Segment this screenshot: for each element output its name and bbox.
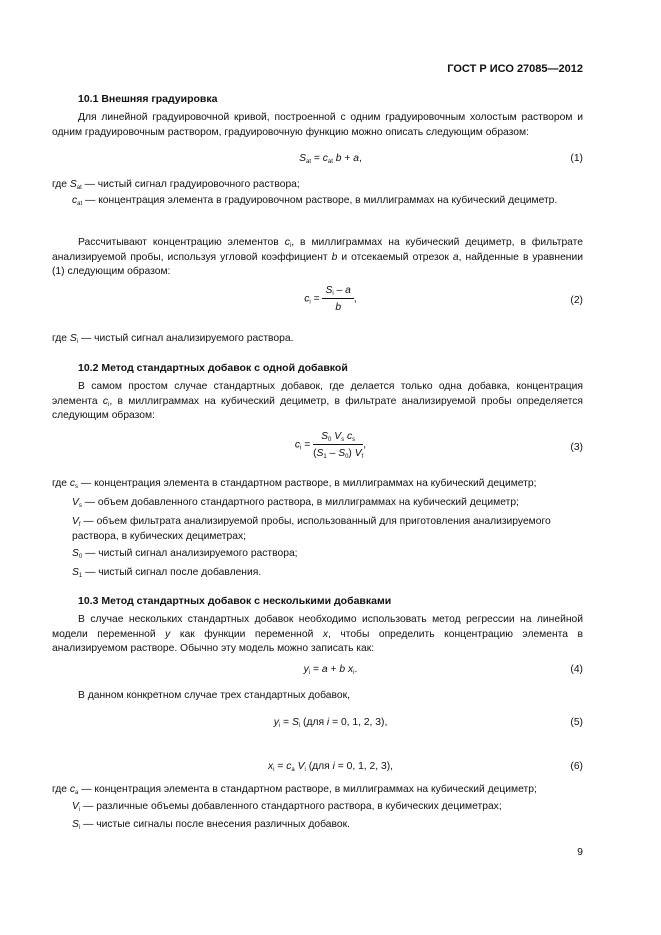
equation-3: $c_i$ = $\frac{S_0 V_s c_s}{(S_1 - S_0) V_f}$ , xyxy=(294,431,367,460)
equation-5: $y_i = S_i$ (для i = 0, 1, 2, 3), xyxy=(273,717,388,729)
section-10-3-para: В данном конкретном случае трех стандартных добавок, xyxy=(78,690,350,701)
section-10-2-intro: В самом простом случае стандартных добавок, где делается только одна добавка, концентрация элемента $c_i$, в миллиграммах на кубический дециметр, в фильтрате анализируемой пробы определяется следующим образом: xyxy=(52,381,583,422)
definition-v-f: $V_f$ — объем фильтрата анализируемой пробы, использованный для приготовления анализируемого раствора, в кубических дециметрах; xyxy=(72,516,551,542)
definition-c-s: где $c_s$ — концентрация элемента в стандартном растворе, в миллиграммах на кубический дециметр; xyxy=(52,478,537,490)
equation-4-number: (4) xyxy=(570,664,583,675)
definition-s-1: $S_1$ — чистый сигнал после добавления. xyxy=(72,567,262,579)
page-number: 9 xyxy=(577,846,583,858)
section-10-1-intro: Для линейной градуировочной кривой, построенной с одним градуировочным холостым раствором и одним градуировочным раствором, градуировочную функцию можно описать следующим образом: xyxy=(52,112,583,138)
equation-6-number: (6) xyxy=(570,761,583,772)
definition-c-a: где $c_a$ — концентрация элемента в стандартном растворе, в миллиграммах на кубический дециметр; xyxy=(52,784,537,796)
equation-1: $S_{at} = c_{at}$ b + a, xyxy=(299,153,362,165)
definition-s-i-signals: $S_i$ — чистые сигналы после внесения различных добавок. xyxy=(72,819,350,831)
definition-s-i: где $S_i$ — чистый сигнал анализируемого раствора. xyxy=(52,333,294,345)
section-10-3-intro: В случае нескольких стандартных добавок необходимо использовать метод регрессии на линейной модели переменной y как функции переменной x, чтобы определить концентрацию элемента в анализируемом растворе. Обычно эту модель можно записать как: xyxy=(52,614,583,655)
definition-v-i: $V_i$ — различные объемы добавленного стандартного раствора, в кубических дециметрах; xyxy=(72,801,502,813)
equation-2: $c_i$ = $\frac{S_i - a}{b}$ , xyxy=(304,285,357,313)
definition-v-s: $V_s$ — объем добавленного стандартного раствора, в миллиграммах на кубический дециметр; xyxy=(72,497,519,509)
section-10-3-title: 10.3 Метод стандартных добавок с несколькими добавками xyxy=(78,595,392,607)
equation-4: $y_i = a + b$ $x_i$. xyxy=(303,664,358,676)
section-10-1-title: 10.1 Внешняя градуировка xyxy=(78,93,218,105)
document-header: ГОСТ Р ИСО 27085—2012 xyxy=(447,63,583,75)
definition-s-0: $S_0$ — чистый сигнал анализируемого раствора; xyxy=(72,548,298,560)
definition-s-at: где $S_{at}$ — чистый сигнал градуировочного раствора; xyxy=(52,179,300,191)
equation-5-number: (5) xyxy=(570,717,583,728)
equation-6: $x_i = c_a$ $V_i$ (для i = 0, 1, 2, 3), xyxy=(268,761,393,773)
equation-3-number: (3) xyxy=(570,442,583,453)
equation-1-number: (1) xyxy=(570,153,583,164)
section-10-2-title: 10.2 Метод стандартных добавок с одной добавкой xyxy=(78,362,348,374)
section-10-1-para2: Рассчитывают концентрацию элементов $c_i$, в миллиграммах на кубический дециметр, в фильтрате анализируемой пробы, используя угловой коэффициент b и отсекаемый отрезок a, найденные в уравнении (1) следующим образом: xyxy=(52,237,583,278)
equation-2-number: (2) xyxy=(570,295,583,306)
definition-c-at: $c_{at}$ — концентрация элемента в градуировочном растворе, в миллиграммах на кубический дециметр. xyxy=(72,195,558,207)
